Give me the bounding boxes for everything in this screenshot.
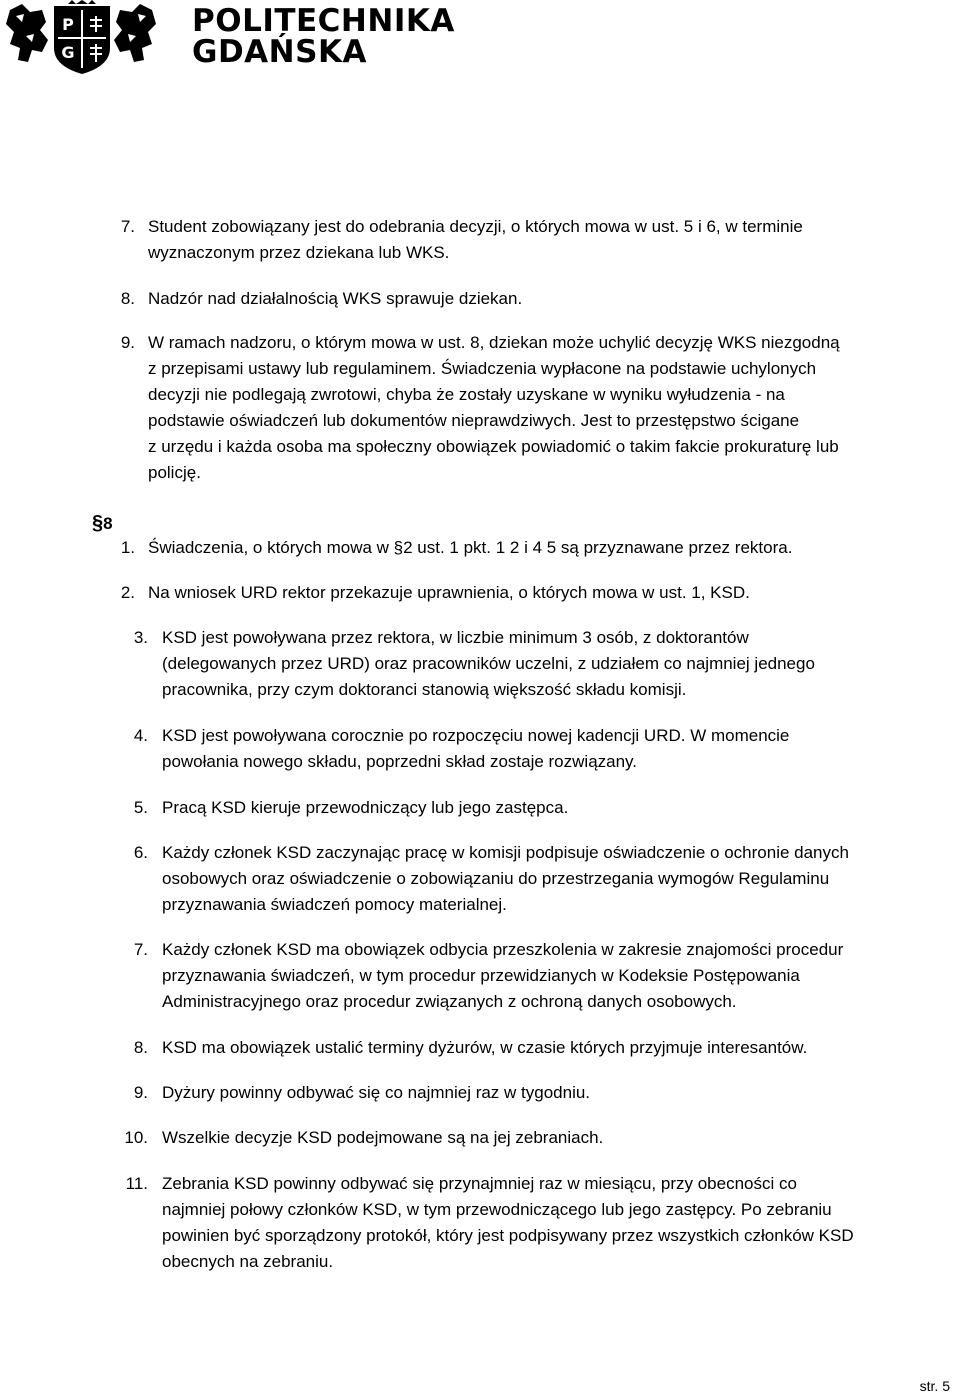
top-item-number: 9. [120,333,135,352]
text-line: przyznawania świadczeń pomocy materialnej. [162,895,507,914]
text-line: Na wniosek URD rektor przekazuje uprawnienia, o których mowa w ust. 1, KSD. [148,583,750,602]
section-item-text [162,723,789,775]
text-line: Administracyjnego oraz procedur związanych z ochroną danych osobowych. [162,992,737,1011]
section-item-text [162,1080,590,1106]
text-line: z urzędu i każda osoba ma społeczny obowiązek powiadomić o takim fakcie prokuraturę lub [148,437,839,456]
text-line: pracownika, przy czym doktoranci stanowią większość składu komisji. [162,680,687,699]
text-line: Każdy członek KSD ma obowiązek odbycia przeszkolenia w zakresie znajomości procedur [162,940,844,959]
logo-emblem [2,0,187,78]
text-line: wyznaczonym przez dziekana lub WKS. [148,243,450,262]
text-line: KSD jest powoływana corocznie po rozpoczęciu nowej kadencji URD. W momencie [162,726,790,745]
page-number: str. 5 [919,1378,950,1394]
section-item-number: 11. [125,1174,148,1193]
top-item-text [148,330,840,486]
section-item-number: 1. [120,538,135,557]
text-line: najmniej połowy członków KSD, w tym przewodniczącego lub jego zastępcy. Po zebraniu [162,1200,832,1219]
section-item-text [162,1125,603,1151]
section-item-number: 10. [124,1128,148,1147]
text-line: Pracą KSD kieruje przewodniczący lub jego zastępca. [162,798,569,817]
text-line: KSD ma obowiązek ustalić terminy dyżurów, w czasie których przyjmuje interesantów. [162,1038,808,1057]
top-item-text [148,286,522,312]
text-line: osobowych oraz oświadczenie o zobowiązaniu do przestrzegania wymogów Regulaminu [162,869,830,888]
logo-line-2: GDAŃSKA [192,34,367,70]
university-logo [2,0,455,80]
section-symbol: § [92,512,104,534]
section-item-number: 2. [120,583,135,602]
section-item-text [148,535,792,561]
shield-letter-p: P [62,15,74,34]
shield-letter-g: G [61,43,75,62]
section-item-number: 5. [133,798,148,817]
section-item-text [148,580,750,606]
section-item-number: 8. [133,1038,148,1057]
text-line: Każdy członek KSD zaczynając pracę w komisji podpisuje oświadczenie o ochronie danych [162,843,849,862]
section-item-text [162,625,815,703]
text-line: Student zobowiązany jest do odebrania decyzji, o których mowa w ust. 5 i 6, w terminie [148,217,803,236]
text-line: z przepisami ustawy lub regulaminem. Świadczenia wypłacone na podstawie uchylonych [148,359,817,378]
section-item-text [162,1035,807,1061]
text-line: (delegowanych przez URD) oraz pracowników uczelni, z udziałem co najmniej jednego [162,654,815,673]
lion-left-icon [6,4,48,62]
section-item-number: 9. [133,1083,148,1102]
text-line: obecnych na zebraniu. [162,1252,334,1271]
text-line: podstawie oświadczeń lub dokumentów nieprawdziwych. Jest to przestępstwo ścigane [148,411,800,430]
text-line: policję. [148,463,201,482]
lion-right-icon [114,4,156,62]
section-item-text [162,937,843,1015]
text-line: powinien być sporządzony protokół, który jest podpisywany przez wszystkich członków KSD [162,1226,854,1245]
section-item-number: 4. [133,726,148,745]
section-number: 8 [103,514,113,533]
text-line: powołania nowego składu, poprzedni skład zostaje rozwiązany. [162,752,638,771]
logo-line-1: POLITECHNIKA [192,3,455,39]
text-line: W ramach nadzoru, o którym mowa w ust. 8, dziekan może uchylić decyzję WKS niezgodną [148,333,840,352]
text-line: przyznawania świadczeń, w tym procedur przewidzianych w Kodeksie Postępowania [162,966,800,985]
section-item-number: 7. [133,940,148,959]
section-item-number: 3. [133,628,148,647]
text-line: Dyżury powinny odbywać się co najmniej raz w tygodniu. [162,1083,591,1102]
text-line: Wszelkie decyzje KSD podejmowane są na jej zebraniach. [162,1128,604,1147]
text-line: Nadzór nad działalnością WKS sprawuje dziekan. [148,289,523,308]
text-line: Świadczenia, o których mowa w §2 ust. 1 pkt. 1 2 i 4 5 są przyznawane przez rektora. [148,538,793,557]
text-line: decyzji nie podlegają zwrotowi, chyba że zostały uzyskane w wyniku wyłudzenia - na [148,385,785,404]
top-item-number: 8. [120,289,135,308]
logo-wordmark [192,3,455,70]
section-item-text [162,795,568,821]
top-item-number: 7. [120,217,135,236]
top-item-text [148,214,803,266]
section-item-text [162,840,849,918]
section-item-text [162,1171,854,1275]
section-item-number: 6. [133,843,148,862]
text-line: KSD jest powoływana przez rektora, w liczbie minimum 3 osób, z doktorantów [162,628,749,647]
section-heading [92,512,113,535]
text-line: Zebrania KSD powinny odbywać się przynajmniej raz w miesiącu, przy obecności co [162,1174,797,1193]
